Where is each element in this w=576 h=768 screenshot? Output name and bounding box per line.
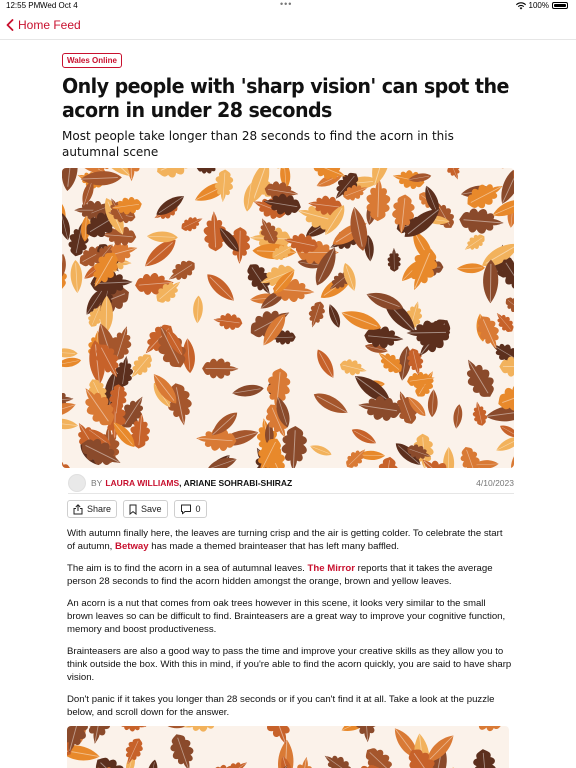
paragraph: An acorn is a nut that comes from oak trees however in this scene, it looks very similar to the small brown leaves so can be difficult to find. Brainteasers are a great way to improve your cognitive function, memory and boost productiveness. bbox=[67, 598, 506, 635]
status-date: Wed Oct 4 bbox=[40, 1, 78, 10]
status-bar bbox=[0, 0, 576, 12]
back-label: Home Feed bbox=[18, 18, 81, 32]
article-body bbox=[67, 527, 512, 728]
source-badge[interactable]: Wales Online bbox=[62, 53, 122, 68]
the-mirror-link[interactable]: The Mirror bbox=[307, 563, 355, 574]
author-link[interactable]: LAURA WILLIAMS bbox=[105, 477, 180, 488]
multitasking-dots-icon[interactable]: ••• bbox=[280, 0, 293, 9]
autumn-leaves-puzzle-image bbox=[62, 168, 514, 468]
paragraph-text: With autumn finally here, the leaves are turning crisp and the air is getting colder. To celebrate the start of autumn, bbox=[67, 528, 503, 552]
back-to-home-feed-button[interactable] bbox=[6, 18, 81, 32]
puzzle-image[interactable] bbox=[67, 726, 509, 768]
share-icon bbox=[73, 504, 83, 515]
status-right bbox=[516, 1, 568, 10]
wifi-icon bbox=[516, 2, 526, 10]
paragraph: Don't panic if it takes you longer than 28 seconds or if you can't find it at all. Take a look at the puzzle below, and scroll down for the answer. bbox=[67, 694, 495, 718]
hero-image[interactable] bbox=[62, 168, 514, 468]
comments-button[interactable] bbox=[174, 500, 207, 518]
status-time: 12:55 PM bbox=[6, 1, 41, 10]
byline-prefix: BY bbox=[91, 477, 103, 488]
save-label: Save bbox=[141, 504, 162, 514]
subheadline: Most people take longer than 28 seconds to find the acorn in this autumnal scene bbox=[62, 129, 454, 159]
paragraph: Brainteasers are also a good way to pass the time and improve your creative skills as they allow you to think outside the box. With this in mind, if you're able to find the acorn quickly, you are said to have sharp vision. bbox=[67, 646, 512, 683]
coauthor-name: , ARIANE SOHRABI-SHIRAZ bbox=[179, 477, 293, 488]
battery-icon bbox=[552, 2, 568, 9]
nav-bar bbox=[0, 12, 576, 40]
article-actions bbox=[67, 500, 207, 518]
bookmark-icon bbox=[129, 504, 137, 515]
publish-date: 4/10/2023 bbox=[476, 477, 514, 488]
autumn-leaves-puzzle-image bbox=[67, 726, 509, 768]
share-button[interactable] bbox=[67, 500, 117, 518]
byline bbox=[68, 472, 514, 494]
comments-count: 0 bbox=[195, 504, 201, 514]
paragraph-text: reports that it takes the average person 28 seconds to find the acorn hidden amongst the orange, brown and yellow leaves. bbox=[67, 563, 493, 587]
paragraph bbox=[67, 527, 512, 553]
comment-icon bbox=[180, 504, 192, 515]
headline: Only people with 'sharp vision' can spot the acorn in under 28 seconds bbox=[62, 74, 509, 122]
paragraph bbox=[67, 562, 512, 588]
article-header bbox=[62, 50, 514, 160]
chevron-left-icon bbox=[6, 19, 14, 31]
battery-percent: 100% bbox=[528, 1, 549, 10]
paragraph-text: The aim is to find the acorn in a sea of autumnal leaves. bbox=[67, 563, 305, 574]
betway-link[interactable]: Betway bbox=[115, 541, 149, 552]
save-button[interactable] bbox=[123, 500, 168, 518]
author-avatar bbox=[68, 474, 86, 492]
share-label: Share bbox=[87, 504, 112, 514]
paragraph-text: has made a themed brainteaser that has left many baffled. bbox=[151, 541, 400, 552]
